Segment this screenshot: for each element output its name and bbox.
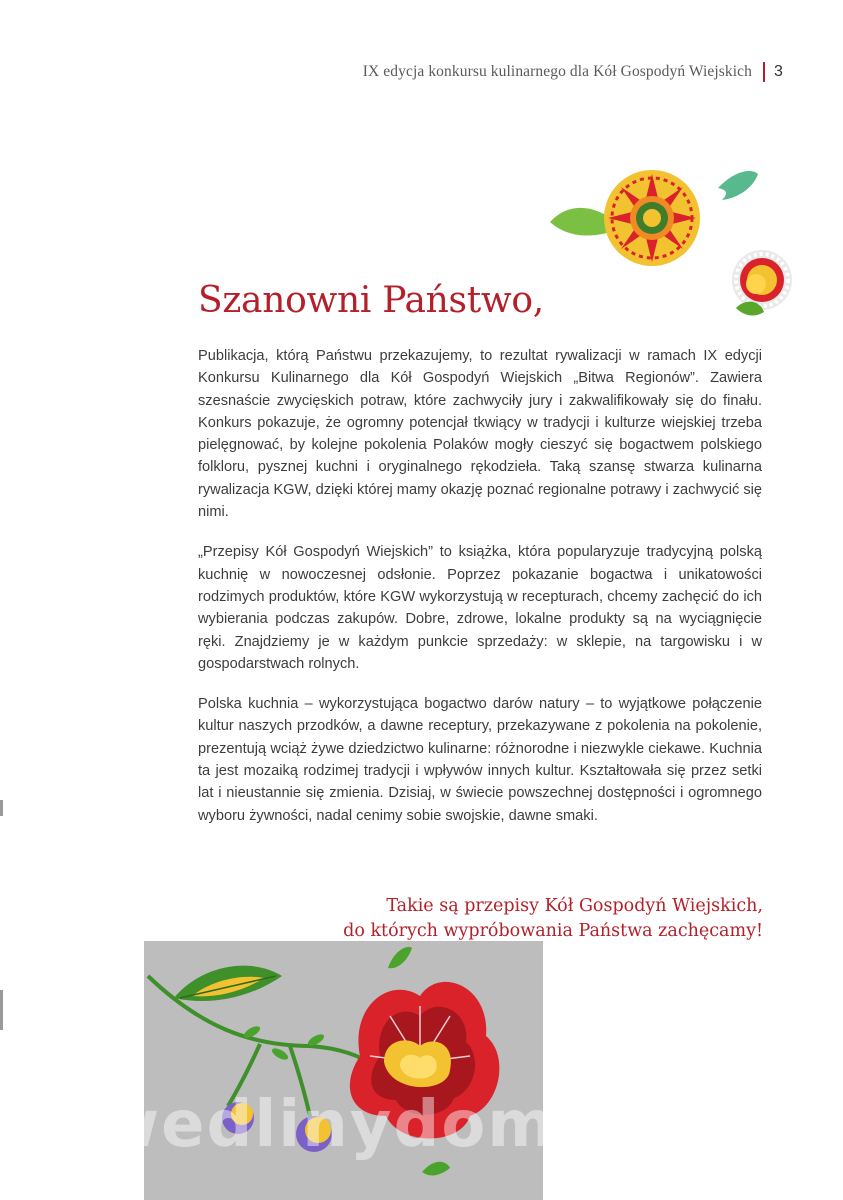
folk-flower-decoration-top <box>540 160 800 330</box>
leaf-icon <box>718 171 758 200</box>
watermark: wedlinydomowe.pl <box>100 1088 807 1162</box>
running-title: IX edycja konkursu kulinarnego dla Kół Gospodyń Wiejskich <box>362 63 752 80</box>
flower-icon <box>604 170 700 266</box>
page-number: 3 <box>774 63 783 80</box>
paragraph: Polska kuchnia – wykorzystująca bogactwo darów natury – to wyjątkowe połączenie kultur naszych przodków, a dawne receptury, przekazywane z pokolenia na pokolenie, prezentują wciąż żywe dziedzictwo kulinarne: różnorodne i niezwykle ciekawe. Kuchnia ta jest mozaiką rodzimej tradycji i wpływów innych kultur. Kształtowała się przez setki lat i nieustannie się zmienia. Dzisiaj, w świecie powszechnej dostępności i ogromnego wyboru żywności, nadal cenimy sobie swojskie, dawne smaki. <box>198 696 762 824</box>
paragraph: Publikacja, którą Państwu przekazujemy, to rezultat rywalizacji w ramach IX edycji Konkursu Kulinarnego dla Kół Gospodyń Wiejskich „Bitwa Regionów”. Zawiera szesnaście zwycięskich potraw, które zachwyciły jury i zakwalifikowały się do finału. Konkurs pokazuje, że ogromny potencjał tkwiący w tradycji i kulturze wiejskiej trzeba pielęgnować, by kolejne pokolenia Polaków mogły cieszyć się bogactwem polskiego folkloru, pysznej kuchni i oryginalnego rękodzieła. Taką szansę stwarza kulinarna rywalizacja KGW, dzięki której mamy okazję poznać regionalne potrawy i zachwycić się nimi. <box>198 348 762 521</box>
paragraph: „Przepisy Kół Gospodyń Wiejskich” to książka, która popularyzuje tradycyjną polską kuchnię w nowoczesnej odsłonie. Poprzez pokazanie bogactwa i unikatowości rodzimych produktów, które KGW wykorzystują w recepturach, chcemy zachęcić do ich wybierania podczas zakupów. Dobre, zdrowe, lokalne produkty są na wyciągnięcie ręki. Znajdziemy je w każdym punkcie sprzedaży: w sklepie, na targowisku i w gospodarstwach rolnych. <box>198 544 762 672</box>
leaf-icon <box>422 1162 450 1176</box>
edge-mark <box>0 800 3 816</box>
header-separator <box>763 62 765 82</box>
flower-icon <box>732 250 792 310</box>
edge-mark <box>0 990 3 1030</box>
closing-line: Takie są przepisy Kół Gospodyń Wiejskich, <box>386 896 763 916</box>
body-text <box>198 345 762 845</box>
running-header <box>363 62 783 82</box>
closing-line: do których wypróbowania Państwa zachęcamy! <box>343 920 763 941</box>
page-title: Szanowni Państwo, <box>198 280 544 321</box>
leaf-icon <box>388 947 412 968</box>
leaf-icon <box>174 966 282 1001</box>
